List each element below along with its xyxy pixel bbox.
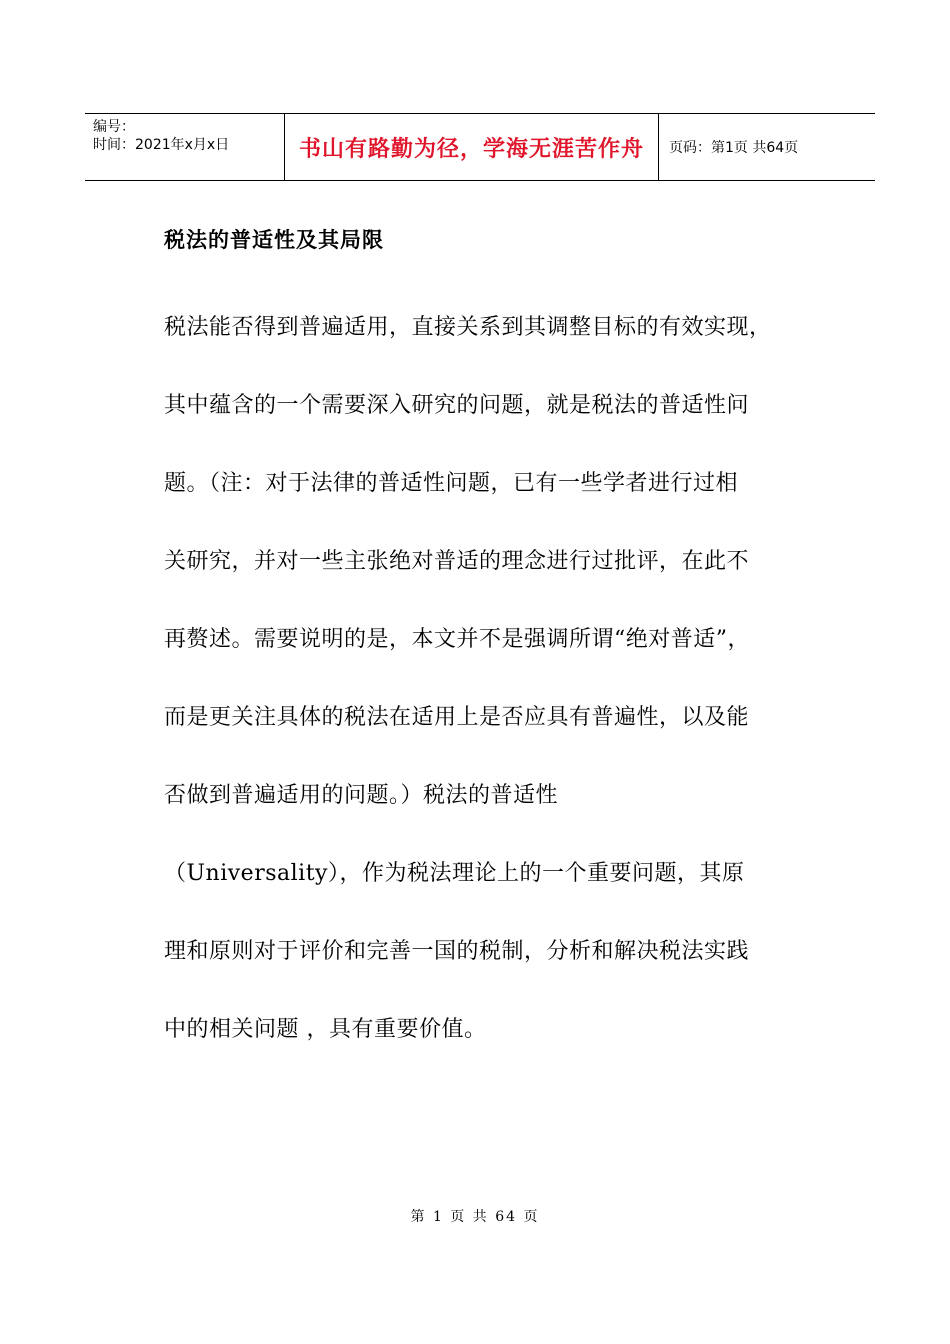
header-page-info: 页码：第1页 共64页 (669, 140, 799, 156)
header-meta-cell (85, 114, 285, 180)
body-line: 关研究，并对一些主张绝对普适的理念进行过批评，在此不 (164, 549, 750, 574)
body-line: 再赘述。需要说明的是，本文并不是强调所谓“绝对普适”， (164, 627, 750, 652)
body-line: 其中蕴含的一个需要深入研究的问题，就是税法的普适性问 (164, 393, 750, 418)
header-table (85, 113, 875, 181)
body-line: 中的相关问题 ，具有重要价值。 (164, 1017, 487, 1042)
document-title: 税法的普适性及其局限 (164, 228, 384, 252)
serial-number-label: 编号： (93, 119, 135, 135)
document-body (164, 302, 814, 1082)
body-line: 税法能否得到普遍适用，直接关系到其调整目标的有效实现， (164, 315, 772, 340)
body-line: 而是更关注具体的税法在适用上是否应具有普遍性，以及能 (164, 705, 750, 730)
date-label: 时间：2021年x月x日 (93, 137, 230, 153)
body-line: （Universality），作为税法理论上的一个重要问题，其原 (164, 861, 745, 886)
body-line: 理和原则对于评价和完善一国的税制，分析和解决税法实践 (164, 939, 750, 964)
header-motto: 书山有路勤为径，学海无涯苦作舟 (285, 114, 659, 180)
body-line: 否做到普遍适用的问题。）税法的普适性 (164, 783, 559, 808)
page-footer: 第 1 页 共 64 页 (410, 1209, 540, 1225)
body-line: 题。（注：对于法律的普适性问题，已有一些学者进行过相 (164, 471, 739, 496)
